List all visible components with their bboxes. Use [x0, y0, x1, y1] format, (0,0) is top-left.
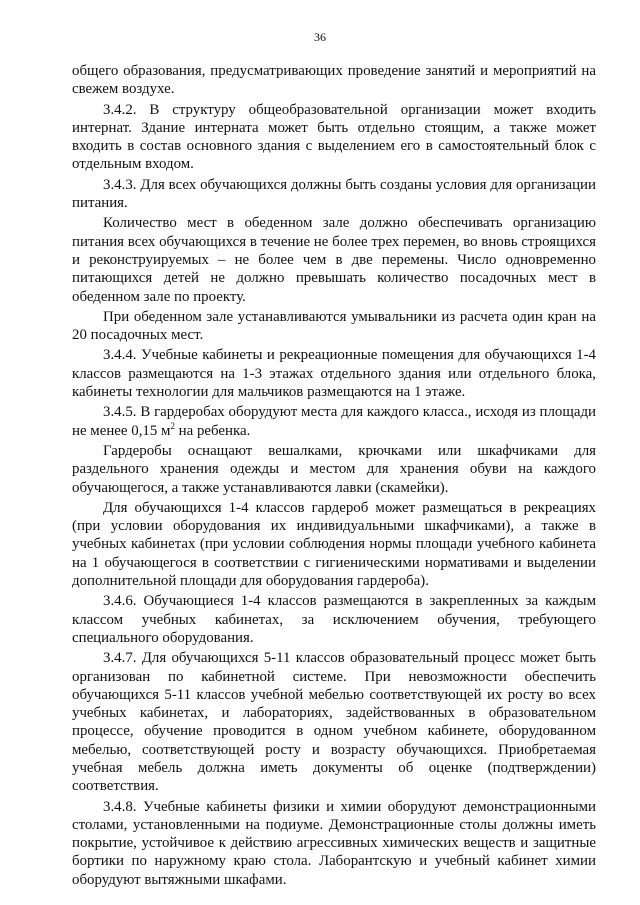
- paragraph-3-4-3: 3.4.3. Для всех обучающихся должны быть созданы условия для организации питания.: [72, 176, 596, 212]
- paragraph-continuation: общего образования, предусматривающих проведение занятий и мероприятий на свежем воздухе.: [72, 63, 596, 98]
- paragraph-3-4-7: 3.4.7. Для обучающихся 5-11 классов образовательный процесс может быть организован по кабинетной системе. При невозможности обеспечить обучающихся 5-11 классов учебной мебелью соответствующей их росту во всех учебных кабинетах, и лабораториях, задействованных в образовательном процессе, обучение проводится в одном учебном кабинете, оборудованном мебелью, соответствующей росту и возрасту обучающихся. Приобретаемая учебная мебель должна иметь документы об оценке (подтверждении) соответствия.: [72, 650, 596, 795]
- paragraph-3-4-5: [72, 403, 596, 440]
- paragraph-wardrobes: Гардеробы оснащают вешалками, крючками или шкафчиками для раздельного хранения одежды и местом для хранения обуви на каждого обучающегося, а также устанавливаются лавки (скамейки).: [72, 442, 596, 496]
- paragraph-washbasins: При обеденном зале устанавливаются умывальники из расчета один кран на 20 посадочных мест.: [72, 308, 596, 344]
- paragraph-3-4-6: 3.4.6. Обучающиеся 1-4 классов размещаются в закрепленных за каждым классом учебных кабинетах, за исключением обучения, требующего специального оборудования.: [72, 593, 596, 646]
- page-number: 36: [314, 30, 326, 44]
- paragraph-3-4-4: 3.4.4. Учебные кабинеты и рекреационные помещения для обучающихся 1-4 классов размещаются на 1-3 этажах отдельного здания или отдельного блока, кабинеты технологии для мальчиков размещаются на 1 этаже.: [72, 347, 596, 401]
- paragraph-wardrobe-placement: Для обучающихся 1-4 классов гардероб может размещаться в рекреациях (при условии оборудования их индивидуальными шкафчиками), а также в учебных кабинетах (при условии соблюдения нормы площади учебного кабинета на 1 обучающегося в соответствии с гигиеническими нормативами и выделении дополнительной площади для оборудования гардероба).: [72, 499, 596, 590]
- paragraph-3-4-2: 3.4.2. В структуру общеобразовательной организации может входить интернат. Здание интерната может быть отдельно стоящим, а также может входить в состав основного здания с выделением его в самостоятельный блок с отдельным входом.: [72, 101, 596, 173]
- paragraph-3-4-5-tail: на ребенка.: [174, 422, 251, 439]
- paragraph-dining-seats: Количество мест в обеденном зале должно обеспечивать организацию питания всех обучающихся в течение не более трех перемен, во вновь строящихся и реконструируемых – не более чем в две перемены. Число одновременно питающихся детей не должно превышать количество посадочных мест в обеденном зале по проекту.: [72, 215, 596, 305]
- paragraph-3-4-8: 3.4.8. Учебные кабинеты физики и химии оборудуют демонстрационными столами, установленными на подиуме. Демонстрационные столы должны иметь покрытие, устойчивое к действию агрессивных химических веществ и защитные бортики по наружному краю стола. Лаборантскую и учебный кабинет химии оборудуют вытяжными шкафами.: [72, 798, 596, 888]
- document-body: [72, 62, 596, 891]
- superscript-2: 2: [170, 420, 175, 431]
- paragraph-3-4-5-text: 3.4.5. В гардеробах оборудуют места для каждого класса., исходя из площади не менее 0,15 м: [72, 404, 596, 439]
